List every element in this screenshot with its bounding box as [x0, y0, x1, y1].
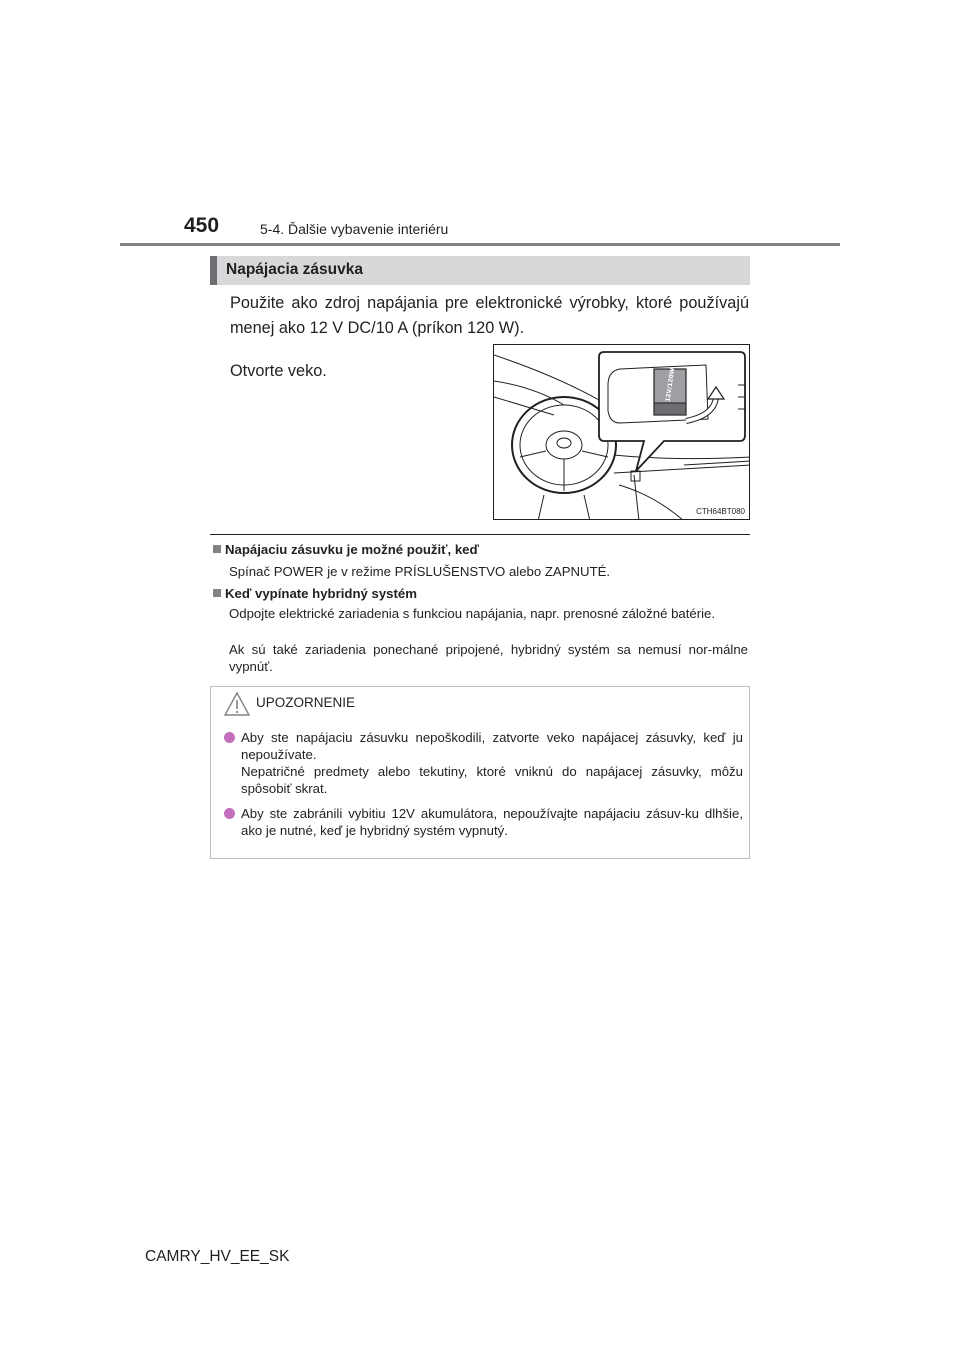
document-code: CAMRY_HV_EE_SK [145, 1248, 290, 1265]
caution-item: Aby ste napájaciu zásuvku nepoškodili, zatvorte veko napájacej zásuvky, keď ju nepoužívate. Nepatričné predmety alebo tekutiny, ktoré vniknú do napájacej zásuvky, môžu spôsobiť skrat. [241, 729, 743, 797]
note-body: Ak sú také zariadenia ponechané pripojené, hybridný systém sa nemusí nor-málne vypnúť. [229, 642, 748, 674]
dashboard-drawing [494, 345, 750, 520]
divider [210, 534, 750, 535]
socket-lid-label: 12V/120W [664, 367, 677, 403]
page-number: 450 [184, 214, 220, 237]
intro-paragraph: Použite ako zdroj napájania pre elektronické výrobky, ktoré používajú menej ako 12 V DC/10 A (príkon 120 W). [230, 294, 749, 337]
note-heading: Napájaciu zásuvku je možné použiť, keď [213, 542, 479, 557]
section-banner-title: Napájacia zásuvka [226, 261, 364, 278]
note-heading: Keď vypínate hybridný systém [213, 586, 417, 601]
section-title: 5-4. Ďalšie vybavenie interiéru [260, 221, 449, 237]
step-instruction: Otvorte veko. [230, 362, 327, 380]
note-square-icon [213, 589, 221, 597]
caution-item: Aby ste zabránili vybitiu 12V akumulátora, nepoužívajte napájaciu zásuv-ku dlhšie, ako je nutné, keď je hybridný systém vypnutý. [241, 805, 743, 839]
figure-code: CTH64BT080 [696, 507, 745, 516]
caution-box [210, 686, 750, 859]
dashboard-illustration [493, 344, 750, 520]
caution-title: UPOZORNENIE [256, 695, 356, 710]
section-banner [210, 256, 750, 285]
warning-triangle-icon [223, 691, 251, 717]
note-body: Spínač POWER je v režime PRÍSLUŠENSTVO alebo ZAPNUTÉ. [229, 564, 611, 579]
bullet-icon [224, 808, 235, 819]
note-body: Odpojte elektrické zariadenia s funkciou napájania, napr. prenosné záložné batérie. [229, 606, 716, 621]
bullet-icon [224, 732, 235, 743]
header-rule [120, 243, 840, 246]
note-square-icon [213, 545, 221, 553]
